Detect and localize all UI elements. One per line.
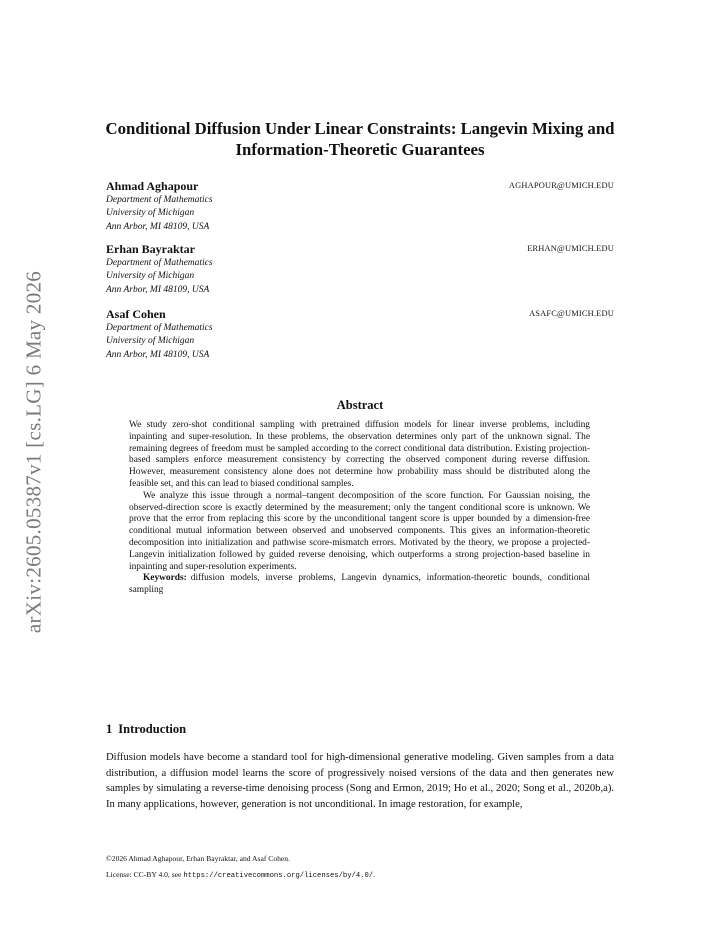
- author-email[interactable]: ASAFC@UMICH.EDU: [529, 309, 614, 318]
- author-university: University of Michigan: [106, 271, 195, 282]
- author-department: Department of Mathematics: [106, 258, 213, 268]
- keywords: [129, 573, 590, 597]
- section-heading: [106, 722, 186, 737]
- keywords-text: diffusion models, inverse problems, Langevin dynamics, information-theoretic bounds, conditional sampling: [129, 573, 590, 596]
- author-name: Erhan Bayraktar: [106, 242, 196, 256]
- author-email[interactable]: ERHAN@UMICH.EDU: [527, 244, 614, 253]
- section-number: 1: [106, 722, 113, 736]
- author-address: Ann Arbor, MI 48109, USA: [106, 284, 210, 295]
- author-address: Ann Arbor, MI 48109, USA: [106, 349, 210, 360]
- author-name: Ahmad Aghapour: [106, 179, 199, 193]
- author-address: Ann Arbor, MI 48109, USA: [106, 221, 210, 232]
- author-university: University of Michigan: [106, 336, 195, 347]
- author-department: Department of Mathematics: [106, 323, 213, 333]
- license-prefix: License: CC-BY 4.0, see: [106, 870, 184, 879]
- license-suffix: .: [373, 870, 376, 879]
- abstract-paragraph: We study zero-shot conditional sampling with pretrained diffusion models for linear inverse problems, including inpainting and super-resolution. In these problems, the observation determines only part of the unknown signal. The remaining degrees of freedom must be sampled according to the correct conditional data distribution. Existing projection-based samplers enforce measurement consistency by correcting the observed component during reverse diffusion. However, measurement consistency alone does not determine how probability mass should be distributed along the feasible set, and this can lead to biased conditional samples.: [129, 420, 590, 489]
- author-email[interactable]: AGHAPOUR@UMICH.EDU: [508, 181, 614, 190]
- footnote: [106, 851, 375, 884]
- author-university: University of Michigan: [106, 208, 195, 219]
- author-block-1: [106, 179, 614, 234]
- section-title: Introduction: [118, 722, 187, 736]
- license-link[interactable]: https://creativecommons.org/licenses/by/4.0/: [183, 872, 374, 880]
- author-name: Asaf Cohen: [106, 307, 166, 321]
- abstract-body: [129, 420, 590, 597]
- author-block-2: [106, 242, 614, 297]
- license-line: [106, 867, 375, 884]
- introduction-paragraph: Diffusion models have become a standard tool for high-dimensional generative modeling. Given samples from a data distribution, a diffusion model learns the score of progressively noised versions of the data and then generates new samples by simulating a reverse-time denoising process (Song and Ermon, 2019; Ho et al., 2020; Song et al., 2020b,a). In many applications, however, generation is not unconditional. In image restoration, for example,: [106, 752, 614, 810]
- arxiv-identifier: arXiv:2605.05387v1 [cs.LG] 6 May 2026: [21, 270, 46, 634]
- author-department: Department of Mathematics: [106, 195, 213, 205]
- paper-title: Conditional Diffusion Under Linear Constraints: Langevin Mixing and Information-Theoretic Guarantees: [105, 119, 615, 159]
- abstract-paragraph: We analyze this issue through a normal–tangent decomposition of the score function. For Gaussian noising, the observed-direction score is exactly determined by the measurement; only the tangent conditional score is unknown. We prove that the error from replacing this score by the unconditional tangent score is upper bounded by a dimension-free conditional mutual information between observed and unobserved components. This gives an information-theoretic decomposition into initialization and pathwise score-mismatch errors. Motivated by the theory, we propose a projected-Langevin initialization followed by guided reverse denoising, which outperforms a strong projection-based baseline in inpainting and super-resolution experiments.: [129, 490, 590, 572]
- author-block-3: [106, 307, 614, 362]
- copyright-line: ©2026 Ahmad Aghapour, Erhan Bayraktar, and Asaf Cohen.: [106, 854, 290, 863]
- abstract-heading: Abstract: [336, 398, 384, 412]
- keywords-label: Keywords:: [143, 573, 187, 584]
